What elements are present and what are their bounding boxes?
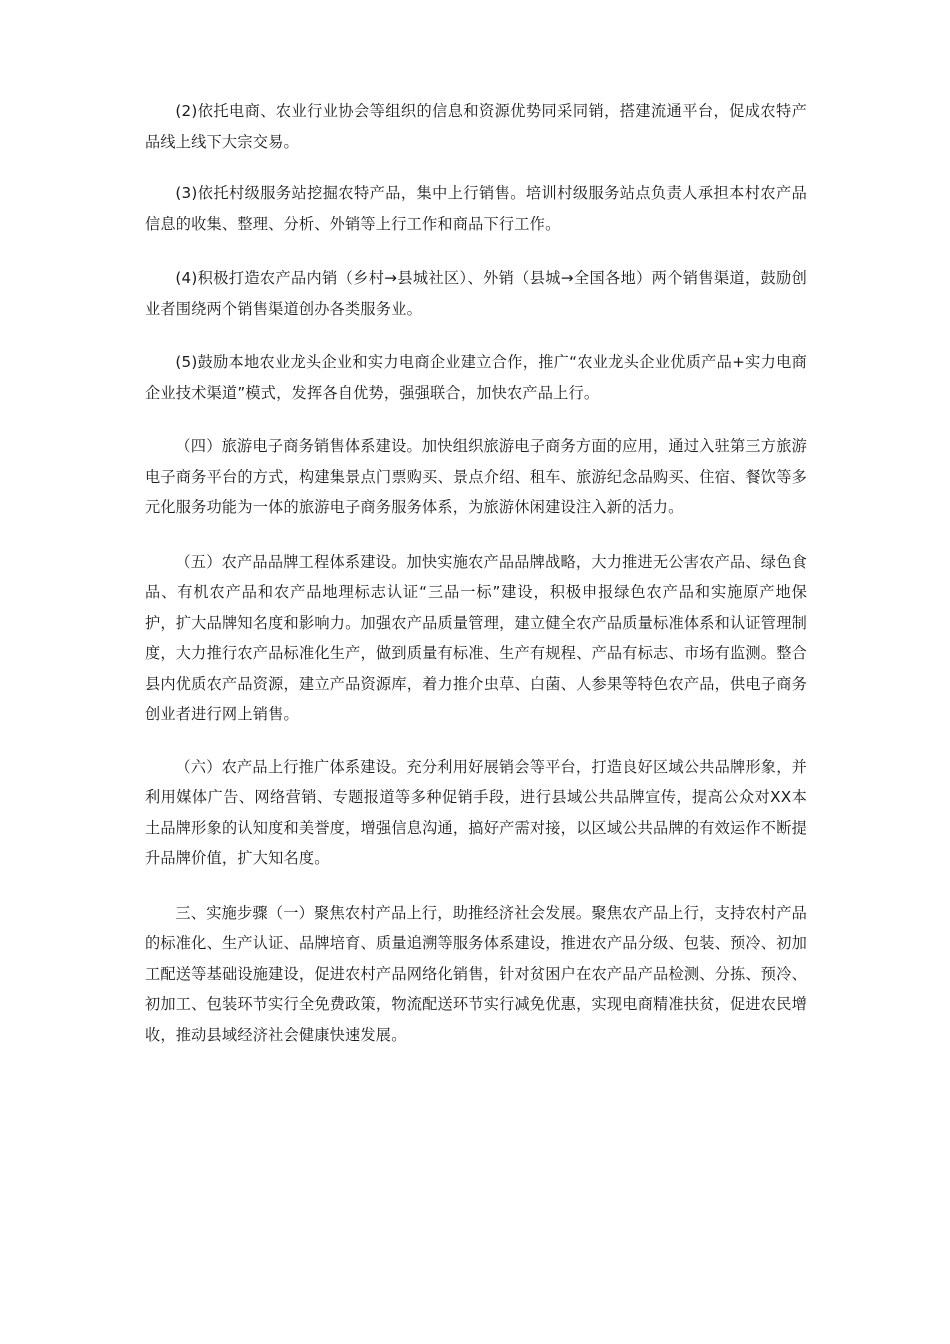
- paragraph-implementation-steps: 三、实施步骤（一）聚焦农村产品上行，助推经济社会发展。聚焦农产品上行，支持农村产品的标准化、生产认证、品牌培育、质量追溯等服务体系建设，推进农产品分级、包装、预冷、初加工配送等基础设施建设，促进农村产品网络化销售，针对贫困户在农产品产品检测、分拣、预冷、初加工、包装环节实行全免费政策，物流配送环节实行减免优惠，实现电商精准扶贫，促进农民增收，推动县域经济社会健康快速发展。: [145, 903, 807, 1044]
- paragraph-item-4: (4)积极打造农产品内销（乡村→县城社区）、外销（县城→全国各地）两个销售渠道，鼓励创业者围绕两个销售渠道创办各类服务业。: [145, 269, 807, 318]
- paragraph-section-promotion-system: （六）农产品上行推广体系建设。充分利用好展销会等平台，打造良好区域公共品牌形象，并利用媒体广告、网络营销、专题报道等多种促销手段，进行县域公共品牌宣传，提高公众对XX本土品牌形象的认知度和美誉度，增强信息沟通，搞好产需对接，以区域公共品牌的有效运作不断提升品牌价值，扩大知名度。: [145, 757, 807, 867]
- document-body: [145, 96, 807, 1076]
- paragraph-item-5: (5)鼓励本地农业龙头企业和实力电商企业建立合作，推广“农业龙头企业优质产品+实力电商企业技术渠道”模式，发挥各自优势，强强联合，加快农产品上行。: [145, 353, 807, 402]
- paragraph-item-2: (2)依托电商、农业行业协会等组织的信息和资源优势同采同销，搭建流通平台，促成农特产品线上线下大宗交易。: [145, 102, 807, 151]
- paragraph-section-brand-engineering: （五）农产品品牌工程体系建设。加快实施农产品品牌战略，大力推进无公害农产品、绿色食品、有机农产品和农产品地理标志认证“三品一标”建设，积极申报绿色农产品和实施原产地保护，扩大品牌知名度和影响力。加强农产品质量管理，建立健全农产品质量标准体系和认证管理制度，大力推行农产品标准化生产，做到质量有标准、生产有规程、产品有标志、市场有监测。整合县内优质农产品资源，建立产品资源库，着力推介虫草、白菌、人参果等特色农产品，供电子商务创业者进行网上销售。: [145, 552, 807, 723]
- paragraph-item-3: (3)依托村级服务站挖掘农特产品，集中上行销售。培训村级服务站点负责人承担本村农产品信息的收集、整理、分析、外销等上行工作和商品下行工作。: [145, 184, 807, 233]
- paragraph-section-tourism-ecommerce: （四）旅游电子商务销售体系建设。加快组织旅游电子商务方面的应用，通过入驻第三方旅游电子商务平台的方式，构建集景点门票购买、景点介绍、租车、旅游纪念品购买、住宿、餐饮等多元化服务功能为一体的旅游电子商务服务体系，为旅游休闲建设注入新的活力。: [145, 437, 807, 516]
